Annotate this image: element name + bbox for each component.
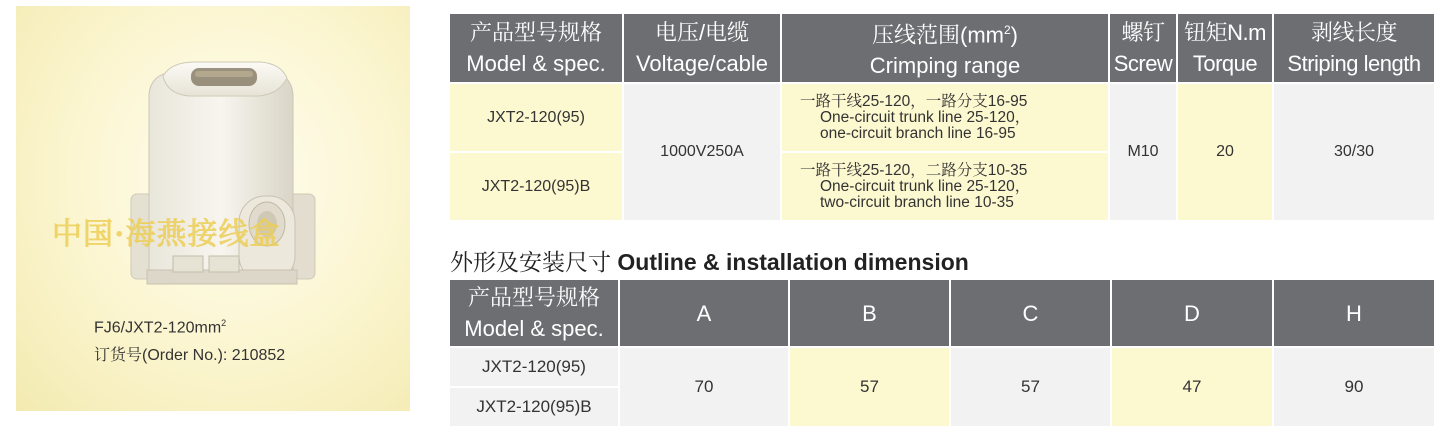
product-model-sup: 2 bbox=[221, 318, 227, 328]
dim-header-model: 产品型号规格 Model & spec. bbox=[449, 279, 619, 347]
table-row bbox=[449, 347, 1435, 387]
crimp-cell: 一路干线25-120，一路分支16-95 One-circuit trunk line 25-120， one-circuit branch line 16-95 bbox=[781, 83, 1109, 152]
table-row bbox=[449, 83, 1435, 152]
dim-c-cell: 57 bbox=[950, 347, 1111, 427]
screw-cell: M10 bbox=[1109, 83, 1177, 221]
product-model bbox=[94, 318, 226, 337]
product-model-text: FJ6/JXT2-120mm bbox=[94, 319, 222, 337]
dim-header-d: D bbox=[1111, 279, 1273, 347]
header-voltage: 电压/电缆 Voltage/cable bbox=[623, 13, 781, 83]
dim-d-cell: 47 bbox=[1111, 347, 1273, 427]
dim-header-a: A bbox=[619, 279, 789, 347]
crimp-cell: 一路干线25-120，二路分支10-35 One-circuit trunk line 25-120， two-circuit branch line 10-35 bbox=[781, 152, 1109, 221]
product-order-number: 订货号(Order No.): 210852 bbox=[94, 347, 286, 364]
section-title: 外形及安装尺寸 Outline & installation dimension bbox=[450, 249, 969, 275]
dim-h-cell: 90 bbox=[1273, 347, 1435, 427]
header-screw: 螺钉 Screw bbox=[1109, 13, 1177, 83]
junction-box-image bbox=[111, 56, 331, 296]
dim-model-cell: JXT2-120(95) bbox=[449, 347, 619, 387]
spec-table-header-row bbox=[449, 13, 1435, 83]
spec-table bbox=[448, 12, 1436, 222]
dim-header-b: B bbox=[789, 279, 950, 347]
dim-header-c: C bbox=[950, 279, 1111, 347]
watermark-text: 中国·海燕接线盒 bbox=[52, 217, 281, 252]
header-torque: 钮矩N.m Torque bbox=[1177, 13, 1273, 83]
dimension-table bbox=[448, 278, 1436, 428]
dim-b-cell: 57 bbox=[789, 347, 950, 427]
header-crimping: 压线范围$(mm^2)$ Crimping range bbox=[781, 13, 1109, 83]
model-cell: JXT2-120(95)B bbox=[449, 152, 623, 221]
torque-cell: 20 bbox=[1177, 83, 1273, 221]
dim-a-cell: 70 bbox=[619, 347, 789, 427]
header-model: 产品型号规格 Model & spec. bbox=[449, 13, 623, 83]
model-cell: JXT2-120(95) bbox=[449, 83, 623, 152]
dim-table-header-row bbox=[449, 279, 1435, 347]
dim-model-cell: JXT2-120(95)B bbox=[449, 387, 619, 427]
header-stripping: 剥线长度 Striping length bbox=[1273, 13, 1435, 83]
voltage-cell: 1000V250A bbox=[623, 83, 781, 221]
stripping-cell: 30/30 bbox=[1273, 83, 1435, 221]
dim-header-h: H bbox=[1273, 279, 1435, 347]
